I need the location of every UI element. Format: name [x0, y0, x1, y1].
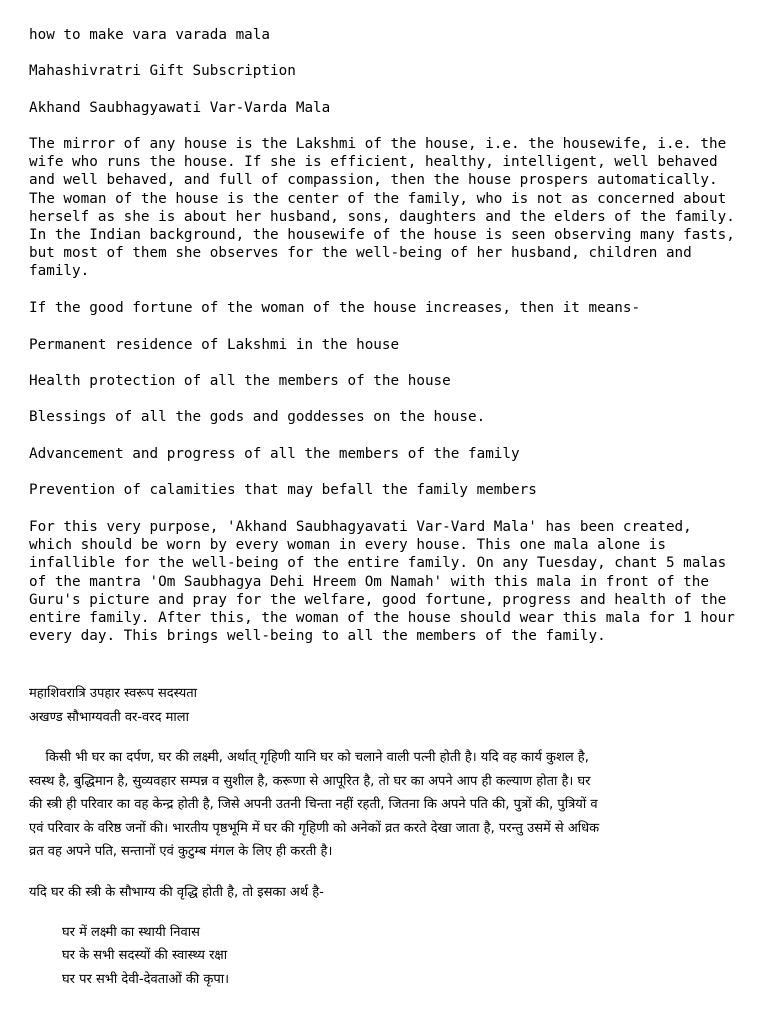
- document-subtitle: Mahashivratri Gift Subscription: [29, 63, 296, 79]
- hindi-heading: अखण्ड सौभाग्यवती वर-वरद माला: [29, 710, 189, 725]
- fortune-line: If the good fortune of the woman of the house increases, then it means-: [29, 300, 641, 316]
- hindi-paragraph-line: की स्त्री ही परिवार का वह केन्द्र होती है, जिसे अपनी उतनी चिन्ता नहीं रहती, जितना कि अपने पति की, पुत्रों की, पुत्रियों व: [29, 797, 598, 812]
- document-title: how to make vara varada mala: [29, 27, 271, 43]
- benefit-item: Blessings of all the gods and goddesses on the house.: [29, 409, 486, 425]
- benefit-item: Advancement and progress of all the members of the family: [29, 446, 520, 462]
- hindi-paragraph-line: किसी भी घर का दर्पण, घर की लक्ष्मी, अर्थात् गृहिणी यानि घर को चलाने वाली पत्नी होती है। यदि वह कार्य कुशल है,: [29, 750, 589, 765]
- intro-paragraph: The mirror of any house is the Lakshmi of the house, i.e. the housewife, i.e. the wife who runs the house. If she is efficient, healthy, intelligent, well behaved and well behaved, and full of compassion, then the house prospers automatically. The woman of the house is the center of the family, who is not as concerned about herself as she is about her husband, sons, daughters and the elders of the family. In the Indian background, the housewife of the house is seen observing many fasts, but most of them she observes for the well-being of her husband, children and family.: [29, 136, 735, 280]
- hindi-paragraph-line: स्वस्थ है, बुद्धिमान है, सुव्यवहार सम्पन्न व सुशील है, करूणा से आपूरित है, तो घर का अपने आप ही कल्याण होता है। घर: [29, 773, 591, 789]
- hindi-benefit-item: घर में लक्ष्मी का स्थायी निवास: [62, 925, 200, 940]
- hindi-paragraph-line: व्रत वह अपने पति, सन्तानों एवं कुटुम्ब मंगल के लिए ही करती है।: [29, 844, 333, 859]
- hindi-paragraph: [29, 746, 749, 864]
- purpose-paragraph: For this very purpose, 'Akhand Saubhagyavati Var-Vard Mala' has been created, which should be worn by every woman in every house. This one mala alone is infallible for the well-being of the entire family. On any Tuesday, chant 5 malas of the mantra 'Om Saubhagya Dehi Hreem Om Namah' with this mala in front of the Guru's picture and pray for the welfare, good fortune, progress and health of the entire family. After this, the woman of the house should wear this mala for 1 hour every day. This brings well-being to all the members of the family.: [29, 519, 735, 645]
- document-heading: Akhand Saubhagyawati Var-Varda Mala: [29, 100, 331, 116]
- benefit-item: Health protection of all the members of the house: [29, 373, 451, 389]
- hindi-fortune-line: यदि घर की स्त्री के सौभाग्य की वृद्धि होती है, तो इसका अर्थ है-: [29, 885, 324, 900]
- hindi-benefit-item: घर पर सभी देवी-देवताओं की कृपा।: [62, 972, 230, 987]
- benefit-item: Permanent residence of Lakshmi in the house: [29, 337, 400, 353]
- hindi-subtitle: महाशिवरात्रि उपहार स्वरूप सदस्यता: [29, 686, 198, 701]
- benefit-item: Prevention of calamities that may befall the family members: [29, 482, 537, 498]
- hindi-benefit-item: घर के सभी सदस्यों की स्वास्थ्य रक्षा: [62, 948, 228, 963]
- hindi-paragraph-line: एवं परिवार के वरिष्ठ जनों की। भारतीय पृष्ठभूमि में घर की गृहिणी को अनेकों व्रत करते देखा जाता है, परन्तु उसमें से अधिक: [29, 820, 600, 836]
